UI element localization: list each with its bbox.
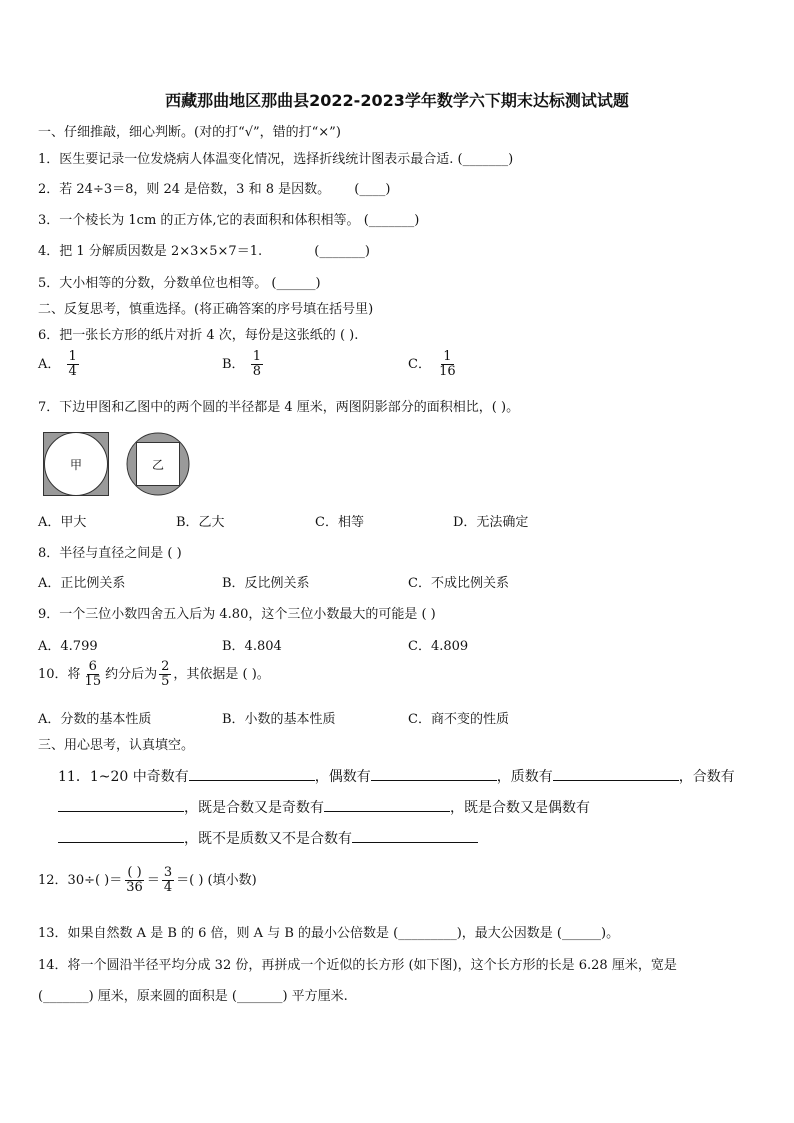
numerator: 3 [163,865,173,880]
answer-blank[interactable] [189,768,315,781]
question-3 [38,209,419,228]
section3-heading: 三、用心思考，认真填空。 [38,738,195,753]
question-2-text: 2．若 24÷3＝8，则 24 是倍数，3 和 8 是因数。 [38,182,331,197]
question-4 [38,240,370,259]
fraction [162,866,174,895]
question-11-line1 [58,766,735,786]
q10-mid: 约分后为 [105,667,158,682]
q8-option-c[interactable]: C．不成比例关系 [408,576,509,591]
q12-expr[interactable]: 30÷( )＝ [67,873,123,888]
denominator: 8 [252,364,261,379]
denominator: 36 [126,880,143,895]
numerator: ( ) [127,865,142,880]
q9-option-a[interactable]: A．4.799 [38,639,98,654]
q10-option-b[interactable]: B．小数的基本性质 [222,712,336,727]
denominator: 15 [84,674,102,689]
fraction [251,350,263,379]
q6-option-b[interactable] [222,350,265,379]
q11-text: ，质数有 [496,769,553,785]
page-title: 西藏那曲地区那曲县2022-2023学年数学六下期末达标测试试题 [165,91,629,110]
fraction [67,350,79,379]
q9-option-b[interactable]: B．4.804 [222,639,282,654]
answer-blank[interactable] [58,830,184,843]
numerator: 2 [161,659,170,674]
fraction [437,350,458,379]
question-5 [38,272,321,291]
answer-blank-1[interactable]: (_______) [457,152,514,167]
answer-blank[interactable] [324,799,450,812]
numerator: 1 [68,349,77,364]
question-3-text: 3．一个棱长为 1cm 的正方体,它的表面积和体积相等。 [38,213,360,228]
q12-expr[interactable]: ＝( ) (填小数) [176,873,257,888]
answer-blank[interactable] [58,799,184,812]
question-13: 13．如果自然数 A 是 B 的 6 倍，则 A 与 B 的最小公倍数是 (_________)，最大公因数是 (______)。 [38,926,620,941]
answer-blank[interactable] [352,830,478,843]
equals-sign: ＝ [146,873,160,888]
figure-jia [43,432,109,496]
question-14-line2: (_______) 厘米，原来圆的面积是 (_______) 平方厘米. [38,989,348,1004]
fraction[interactable] [124,866,145,895]
q11-text: ，既是合数又是偶数有 [450,800,590,816]
figure-yi [126,432,190,496]
answer-blank-4[interactable]: (_______) [314,244,370,259]
q10-suffix: ，其依据是 ( )。 [173,667,270,682]
question-8: 8．半径与直径之间是 ( ) [38,546,182,561]
question-11-line3 [58,828,478,848]
option-label: A． [38,357,61,372]
q11-text: ，既是合数又是奇数有 [184,800,324,816]
q10-prefix: 10．将 [38,667,81,682]
q6-option-c[interactable] [408,350,460,379]
question-6: 6．把一张长方形的纸片对折 4 次，每份是这张纸的 ( ). [38,328,359,343]
fraction [159,660,171,689]
fraction [83,660,104,689]
q11-text: ，既不是质数又不是合数有 [184,831,352,847]
question-1-text: 1．医生要记录一位发烧病人体温变化情况，选择折线统计图表示最合适. [38,152,454,167]
q7-option-d[interactable]: D．无法确定 [453,515,529,530]
q11-text: ，合数有 [678,769,735,785]
question-9: 9．一个三位小数四舍五入后为 4.80，这个三位小数最大的可能是 ( ) [38,607,436,622]
option-label: C． [408,357,431,372]
q8-option-b[interactable]: B．反比例关系 [222,576,310,591]
question-10 [38,660,270,689]
q7-option-b[interactable]: B．乙大 [176,515,225,530]
q10-option-a[interactable]: A．分数的基本性质 [38,712,152,727]
q12-prefix: 12． [38,873,68,888]
denominator: 4 [163,880,173,895]
answer-blank[interactable] [553,768,679,781]
question-2 [38,178,390,197]
numerator: 6 [88,659,97,674]
q7-option-a[interactable]: A．甲大 [38,515,87,530]
numerator: 1 [443,349,452,364]
numerator: 1 [252,349,261,364]
figure-jia-label: 甲 [70,458,83,472]
question-14-line1: 14．将一个圆沿半径平均分成 32 份，再拼成一个近似的长方形 (如下图)，这个长方形的长是 6.28 厘米，宽是 [38,958,677,973]
section2-heading: 二、反复思考，慎重选择。(将正确答案的序号填在括号里) [38,302,374,317]
q11-text: 11．1~20 中奇数有 [58,769,189,785]
section1-heading: 一、仔细推敲，细心判断。(对的打“√”，错的打“×”) [38,125,341,140]
q7-option-c[interactable]: C．相等 [315,515,364,530]
option-label: B． [222,357,245,372]
question-5-text: 5．大小相等的分数，分数单位也相等。 [38,276,268,291]
denominator: 4 [68,364,77,379]
question-7: 7．下边甲图和乙图中的两个圆的半径都是 4 厘米，两图阴影部分的面积相比，( )。 [38,400,520,415]
answer-blank[interactable] [371,768,497,781]
question-12 [38,866,257,895]
q11-text: ，偶数有 [314,769,371,785]
q8-option-a[interactable]: A．正比例关系 [38,576,126,591]
q9-option-c[interactable]: C．4.809 [408,639,469,654]
denominator: 16 [439,364,456,379]
question-1 [38,148,513,167]
denominator: 5 [161,674,170,689]
figure-yi-label: 乙 [152,458,165,472]
answer-blank-3[interactable]: (_______) [363,213,420,228]
question-4-text: 4．把 1 分解质因数是 2×3×5×7＝1. [38,244,263,259]
question-11-line2 [58,797,590,817]
answer-blank-2[interactable]: (____) [354,182,391,197]
answer-blank-5[interactable]: (______) [271,276,321,291]
q6-option-a[interactable] [38,350,81,379]
q10-option-c[interactable]: C．商不变的性质 [408,712,509,727]
